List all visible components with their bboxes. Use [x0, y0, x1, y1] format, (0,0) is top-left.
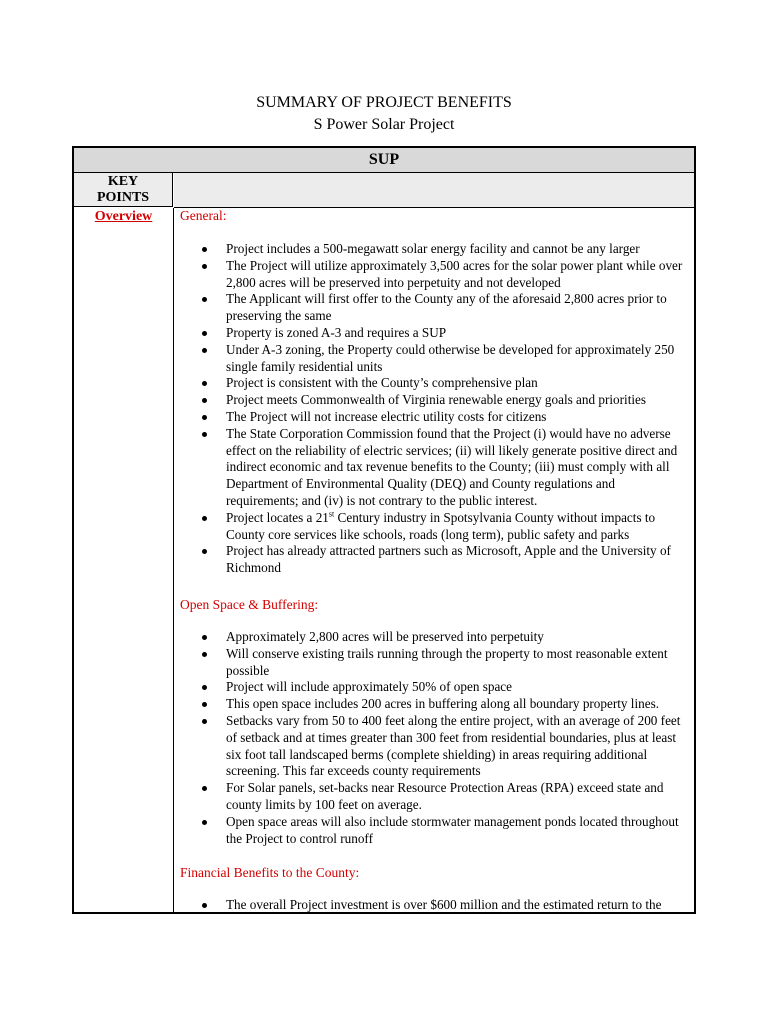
list-item: Property is zoned A-3 and requires a SUP	[174, 325, 694, 342]
list-item: Project meets Commonwealth of Virginia renewable energy goals and priorities	[174, 392, 694, 409]
list-item: This open space includes 200 acres in buffering along all boundary property lines.	[174, 696, 694, 713]
list-item: Project includes a 500-megawatt solar energy facility and cannot be any larger	[174, 241, 694, 258]
content-cell	[174, 208, 694, 914]
bullet-icon	[202, 549, 207, 554]
row-label-cell	[74, 208, 174, 914]
list-item: Setbacks vary from 50 to 400 feet along the entire project, with an average of 200 feet of setback and at times greater than 300 feet from residential boundaries, plus at least six foot tall landscaped berms (complete shielding) in areas requiring additional screening. This far exceeds county requirements	[174, 713, 694, 780]
overview-label: Overview	[94, 209, 153, 224]
key-points-cell	[74, 173, 173, 207]
list-item: The State Corporation Commission found that the Project (i) would have no adverse effect on the reliability of electric services; (ii) will likely generate positive direct and indirect economic and tax revenue benefits to the County; (iii) must comply with all Department of Environmental Quality (DEQ) and County regulations and requirements; and (iv) is not contrary to the public interest.	[174, 426, 694, 510]
bullet-icon	[202, 652, 207, 657]
key-points-line2: POINTS	[96, 190, 150, 205]
summary-table	[72, 146, 696, 914]
section-heading-general: General:	[180, 208, 227, 223]
bullet-icon	[202, 247, 207, 252]
list-item: Project will include approximately 50% of open space	[174, 679, 694, 696]
bullet-icon	[202, 702, 207, 707]
list-item: Will conserve existing trails running through the property to most reasonable extent possible	[174, 646, 694, 680]
list-item: For Solar panels, set-backs near Resource Protection Areas (RPA) exceed state and county limits by 100 feet on average.	[174, 780, 694, 814]
bullet-icon	[202, 685, 207, 690]
list-item: Under A-3 zoning, the Property could otherwise be developed for approximately 250 single family residential units	[174, 342, 694, 376]
section-heading-open-space: Open Space & Buffering:	[180, 597, 319, 612]
key-points-blank-cell	[174, 173, 694, 208]
document-title: SUMMARY OF PROJECT BENEFITS	[256, 94, 512, 111]
bullet-icon	[202, 719, 207, 724]
list-item: The overall Project investment is over $600 million and the estimated return to the	[174, 897, 694, 914]
bullet-icon	[202, 331, 207, 336]
bullet-icon	[202, 903, 207, 908]
list-item: Approximately 2,800 acres will be preserved into perpetuity	[174, 629, 694, 646]
financial-bullet-list	[174, 897, 694, 914]
document-subtitle: S Power Solar Project	[313, 116, 455, 133]
open-space-bullet-list	[174, 629, 694, 847]
bullet-icon	[202, 264, 207, 269]
list-item: Project has already attracted partners such as Microsoft, Apple and the University of Richmond	[174, 543, 694, 577]
list-item: The Project will utilize approximately 3,500 acres for the solar power plant while over 2,800 acres will be preserved into perpetuity and not developed	[174, 258, 694, 292]
list-item: The Project will not increase electric utility costs for citizens	[174, 409, 694, 426]
bullet-icon	[202, 432, 207, 437]
general-bullet-list	[174, 241, 694, 577]
bullet-icon	[202, 348, 207, 353]
list-item: Open space areas will also include stormwater management ponds located throughout the Project to control runoff	[174, 814, 694, 848]
bullet-icon	[202, 820, 207, 825]
bullet-icon	[202, 381, 207, 386]
bullet-icon	[202, 635, 207, 640]
list-item: The Applicant will first offer to the County any of the aforesaid 2,800 acres prior to preserving the same	[174, 291, 694, 325]
bullet-icon	[202, 297, 207, 302]
section-heading-financial: Financial Benefits to the County:	[180, 865, 360, 880]
key-points-line1: KEY	[107, 174, 139, 189]
list-item: Project is consistent with the County’s comprehensive plan	[174, 375, 694, 392]
bullet-icon	[202, 786, 207, 791]
bullet-icon	[202, 398, 207, 403]
bullet-icon	[202, 516, 207, 521]
list-item: Project locates a 21st Century industry in Spotsylvania County without impacts to County core services like schools, roads (long term), public safety and parks	[174, 510, 694, 544]
bullet-icon	[202, 415, 207, 420]
sup-header: SUP	[74, 148, 694, 173]
